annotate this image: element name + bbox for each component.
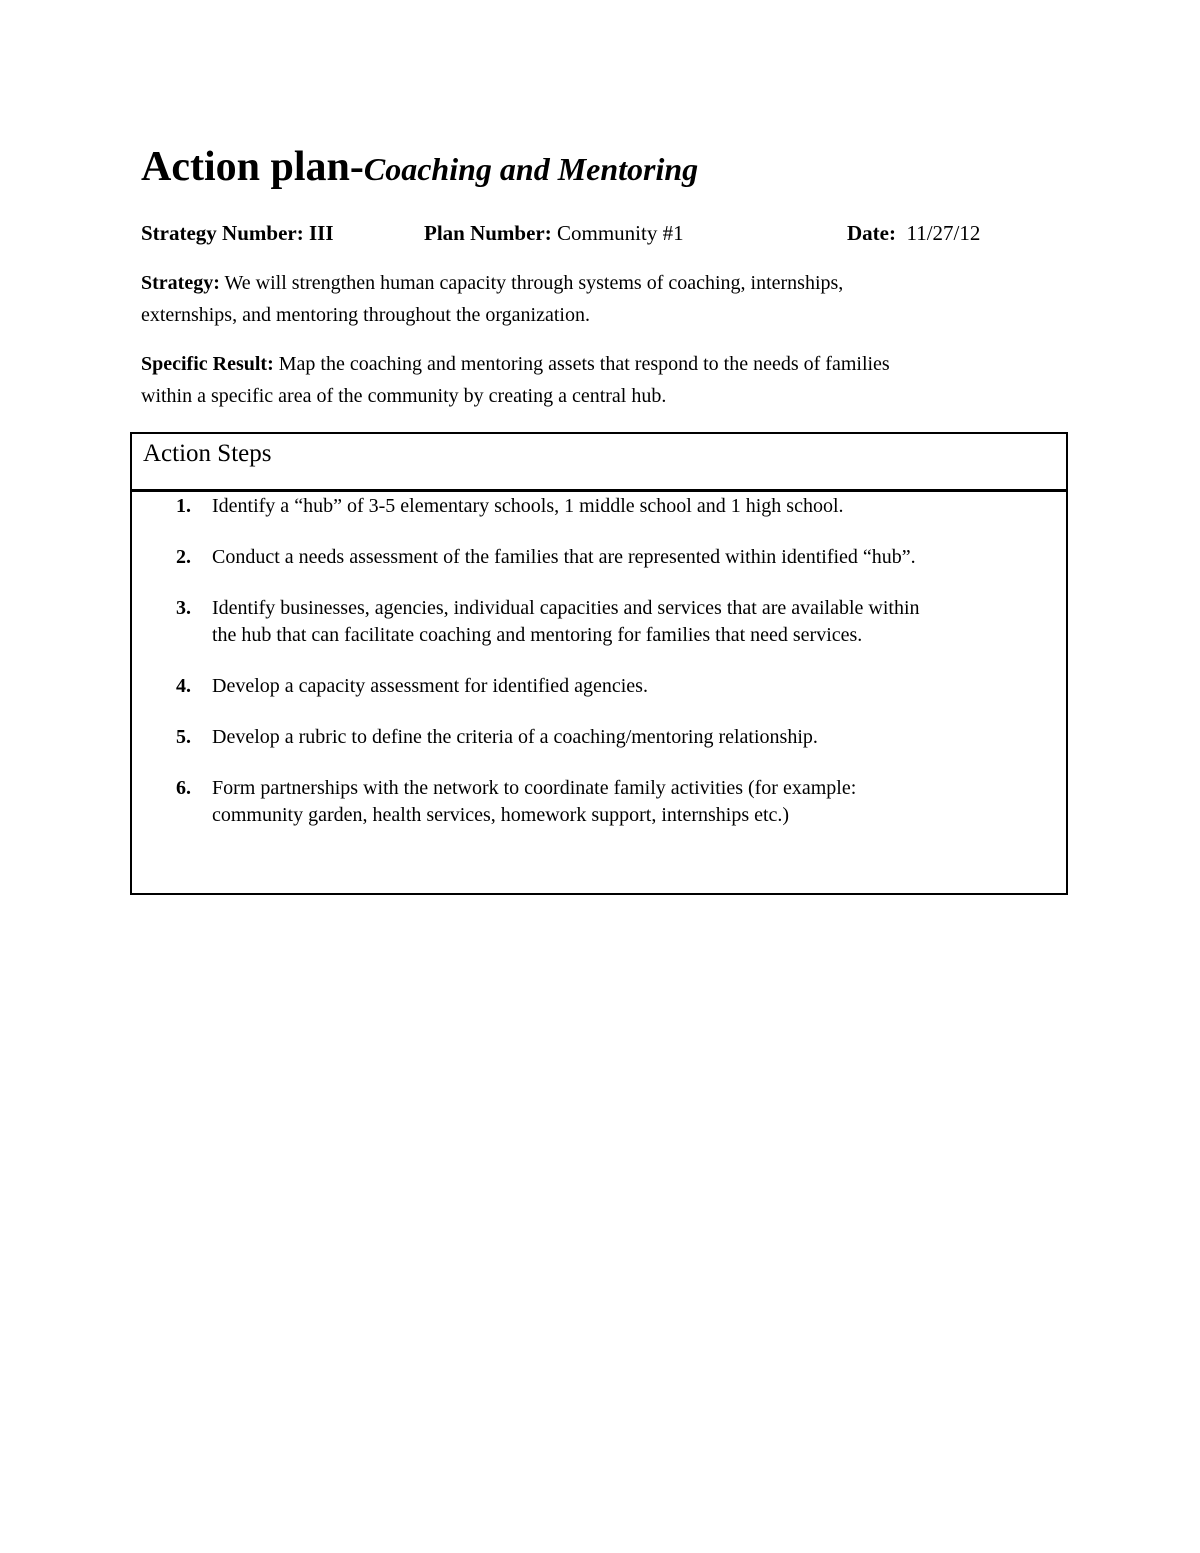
- page-title: [141, 141, 698, 195]
- step-text: [212, 724, 1052, 751]
- date-value: 11/27/12: [906, 221, 981, 245]
- strategy-number-field: [141, 219, 334, 247]
- step-number: 5.: [176, 726, 191, 748]
- action-steps-header: Action Steps: [132, 434, 1066, 492]
- specific-result-text-2: within a specific area of the community by creating a central hub.: [141, 385, 667, 407]
- date-field: [847, 219, 980, 247]
- strategy-number-label: Strategy Number:: [141, 221, 304, 245]
- step-line: Develop a capacity assessment for identified agencies.: [212, 675, 648, 697]
- step-number: 3.: [176, 597, 191, 619]
- step-line: community garden, health services, homework support, internships etc.): [212, 804, 790, 826]
- step-line: Identify businesses, agencies, individual capacities and services that are available within: [212, 597, 920, 619]
- step-text: [212, 775, 1052, 829]
- strategy-paragraph: [141, 267, 1041, 331]
- step-text: [212, 595, 1052, 649]
- step-text: [212, 493, 1052, 520]
- strategy-text-1: We will strengthen human capacity through systems of coaching, internships,: [224, 272, 844, 294]
- title-subtitle: Coaching and Mentoring: [363, 151, 699, 187]
- specific-result-text-1: Map the coaching and mentoring assets that respond to the needs of families: [278, 353, 890, 375]
- step-text: [212, 673, 1052, 700]
- plan-number-label: Plan Number:: [424, 221, 552, 245]
- step-number: 6.: [176, 777, 191, 799]
- specific-result-paragraph: [141, 348, 1041, 412]
- strategy-label: Strategy:: [141, 272, 220, 294]
- step-number: 2.: [176, 546, 191, 568]
- step-line: Form partnerships with the network to coordinate family activities (for example:: [212, 777, 857, 799]
- specific-result-line-1: [141, 348, 1041, 380]
- plan-number-field: [424, 219, 684, 247]
- step-text: [212, 544, 1052, 571]
- plan-number-value: Community #1: [557, 221, 684, 245]
- step-line: Identify a “hub” of 3-5 elementary schools, 1 middle school and 1 high school.: [212, 495, 844, 517]
- step-number: 1.: [176, 495, 191, 517]
- step-line: Conduct a needs assessment of the families that are represented within identified “hub”.: [212, 546, 916, 568]
- action-steps-table: [130, 432, 1068, 895]
- strategy-line-1: [141, 267, 1041, 299]
- step-line: the hub that can facilitate coaching and mentoring for families that need services.: [212, 624, 863, 646]
- date-label: Date:: [847, 221, 896, 245]
- strategy-number-value: III: [308, 221, 334, 245]
- title-main: Action plan-: [141, 144, 364, 190]
- step-number: 4.: [176, 675, 191, 697]
- specific-result-label: Specific Result:: [141, 353, 274, 375]
- strategy-text-2: externships, and mentoring throughout the organization.: [141, 304, 590, 326]
- step-line: Develop a rubric to define the criteria of a coaching/mentoring relationship.: [212, 726, 818, 748]
